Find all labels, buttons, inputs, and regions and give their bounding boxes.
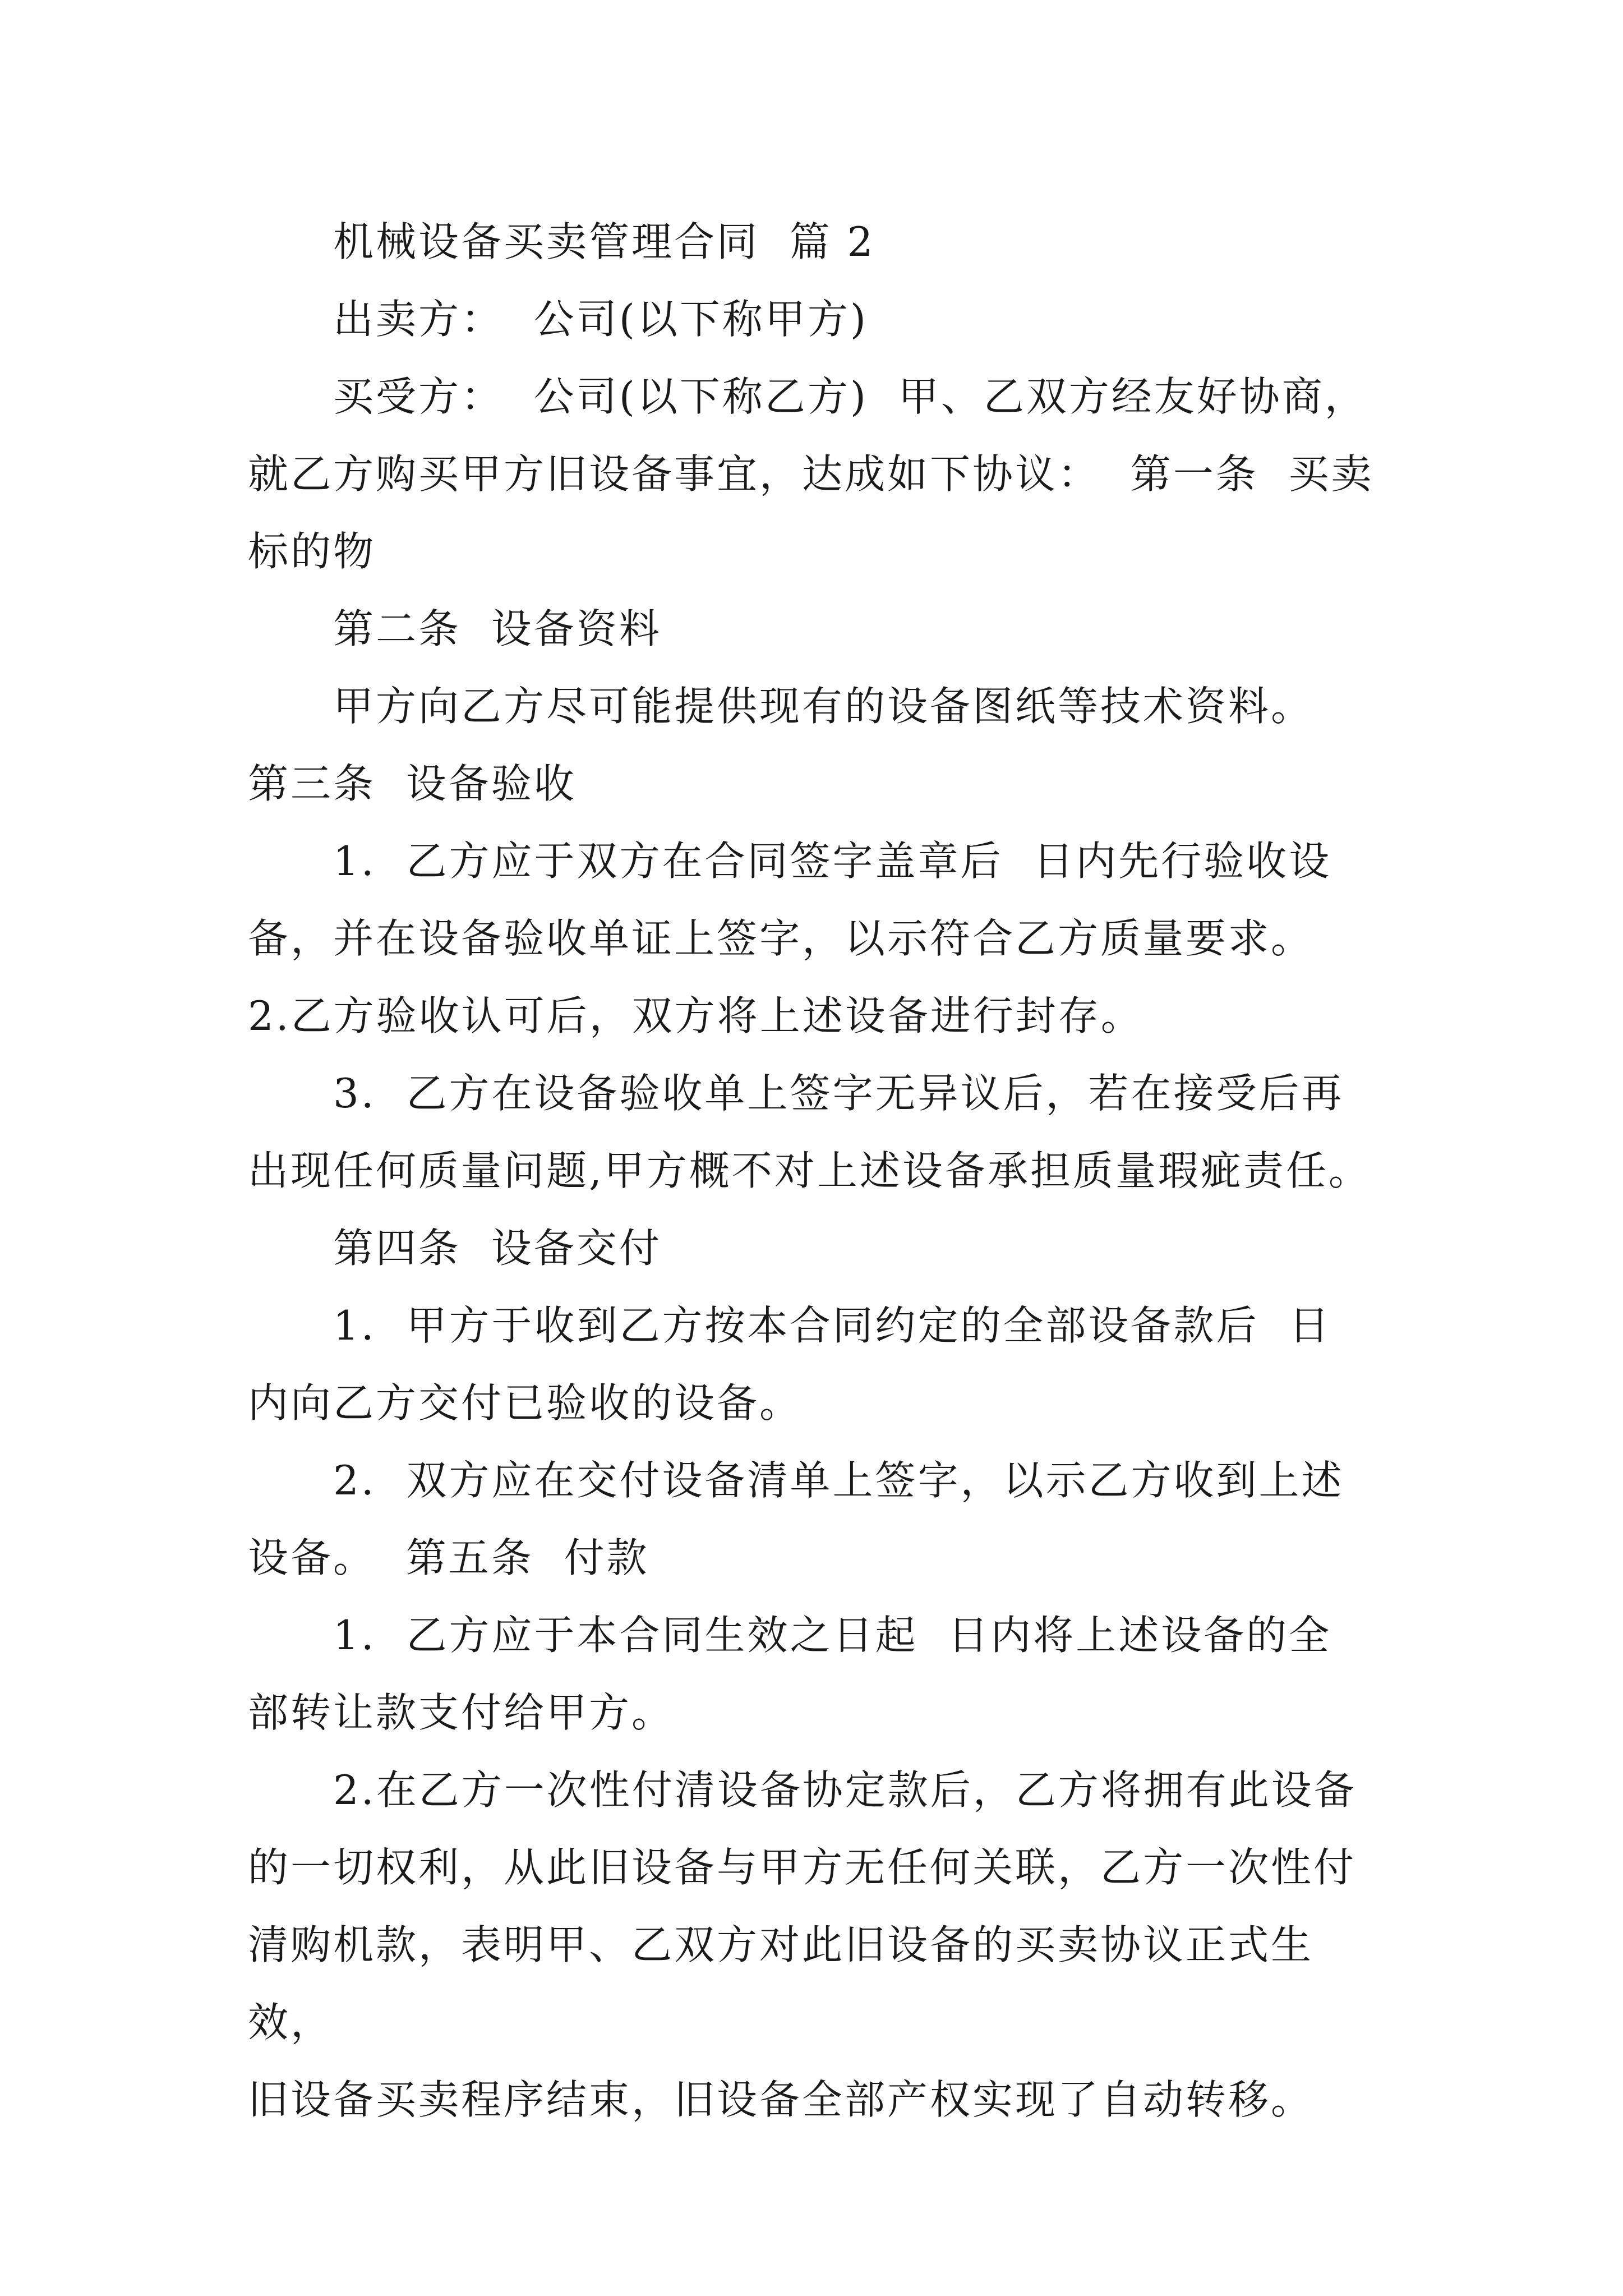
text-line: 甲方向乙方尽可能提供现有的设备图纸等技术资料。 — [333, 683, 1314, 730]
text-line: 2.乙方验收认可后，双方将上述设备进行封存。 — [248, 992, 1144, 1039]
text-line: 3. 乙方在设备验收单上签字无异议后，若在接受后再 — [333, 1070, 1344, 1117]
text-line: 出现任何质量问题,甲方概不对上述设备承担质量瑕疵责任。 — [248, 1147, 1371, 1194]
text-line: 部转让款支付给甲方。 — [248, 1689, 675, 1736]
article-heading: 第二条 设备资料 — [333, 605, 662, 652]
text-line: 内向乙方交付已验收的设备。 — [248, 1379, 803, 1427]
article-heading: 第四条 设备交付 — [333, 1225, 662, 1272]
section-title: 机械设备买卖管理合同 篇 2 — [333, 218, 875, 265]
text-line: 2. 双方应在交付设备清单上签字，以示乙方收到上述 — [333, 1457, 1344, 1504]
text-line: 就乙方购买甲方旧设备事宜，达成如下协议： 第一条 买卖 — [248, 450, 1374, 498]
text-line: 设备。 第五条 付款 — [248, 1534, 649, 1581]
seller-line: 出卖方： 公司(以下称甲方) — [333, 296, 868, 343]
text-line: 清购机款，表明甲、乙双方对此旧设备的买卖协议正式生效， — [248, 1921, 1314, 2046]
contract-body — [248, 203, 1386, 2138]
text-line: 1. 甲方于收到乙方按本合同约定的全部设备款后 日 — [333, 1302, 1332, 1349]
text-line: 2.在乙方一次性付清设备协定款后，乙方将拥有此设备 — [333, 1766, 1357, 1814]
text-line: 的一切权利，从此旧设备与甲方无任何关联，乙方一次性付 — [248, 1844, 1357, 1891]
text-line: 1. 乙方应于双方在合同签字盖章后 日内先行验收设 — [333, 838, 1332, 885]
text-line: 标的物 — [248, 528, 376, 575]
text-line: 备，并在设备验收单证上签字，以示符合乙方质量要求。 — [248, 915, 1314, 962]
text-line: 1. 乙方应于本合同生效之日起 日内将上述设备的全 — [333, 1612, 1332, 1659]
text-line: 旧设备买卖程序结束，旧设备全部产权实现了自动转移。 — [248, 2076, 1314, 2123]
article-heading: 第三条 设备验收 — [248, 760, 577, 807]
buyer-line: 买受方： 公司(以下称乙方) 甲、乙双方经友好协商， — [333, 373, 1367, 420]
